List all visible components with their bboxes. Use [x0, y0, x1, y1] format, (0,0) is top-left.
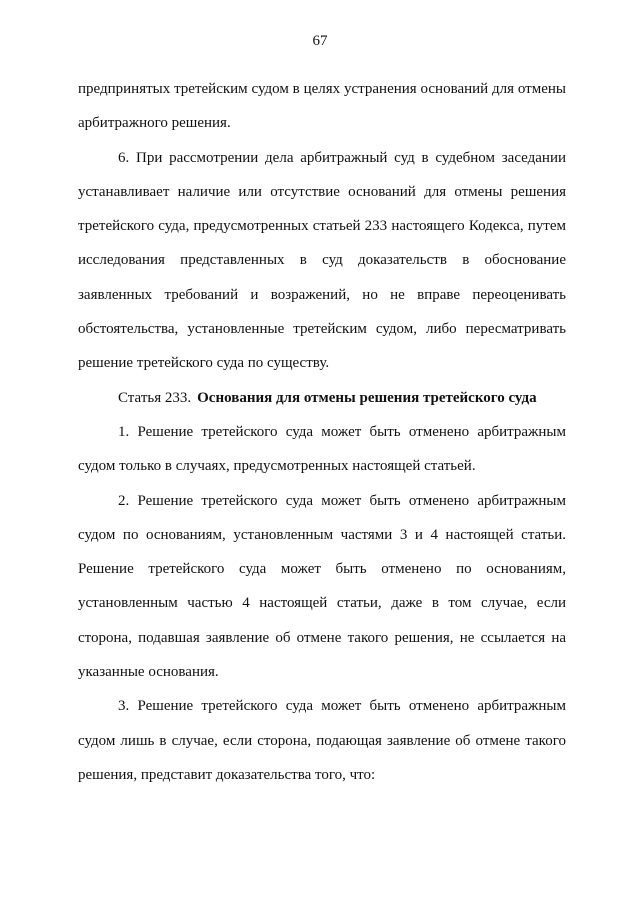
article-title: Основания для отмены решения третейского суда: [197, 389, 537, 406]
paragraph-continuation: предпринятых третейским судом в целях устранения оснований для отмены арбитражного решения.: [78, 81, 566, 132]
article-label: Статья 233.: [118, 389, 192, 406]
document-body: [78, 72, 566, 792]
article-heading: [78, 381, 566, 415]
paragraph-item-2: 2. Решение третейского суда может быть отменено арбитражным судом по основаниям, установленным частями 3 и 4 настоящей статьи. Решение третейского суда может быть отменено по основаниям, установленным частью 4 настоящей статьи, даже в том случае, если сторона, подавшая заявление об отмене такого решения, не ссылается на указанные основания.: [78, 492, 566, 681]
paragraph-item-1: 1. Решение третейского суда может быть отменено арбитражным судом только в случаях, предусмотренных настоящей статьей.: [78, 423, 566, 475]
paragraph-item-6: 6. При рассмотрении дела арбитражный суд в судебном заседании устанавливает наличие или отсутствие оснований для отмены решения третейского суда, предусмотренных статьей 233 настоящего Кодекса, путем исследования представленных в суд доказательств в обоснование заявленных требований и возражений, но не вправе переоценивать обстоятельства, установленные третейским судом, либо пересматривать решение третейского суда по существу.: [78, 149, 566, 372]
paragraph-item-3: 3. Решение третейского суда может быть отменено арбитражным судом лишь в случае, если сторона, подающая заявление об отмене такого решения, представит доказательства того, что:: [78, 698, 566, 783]
page-number: 67: [312, 33, 328, 49]
